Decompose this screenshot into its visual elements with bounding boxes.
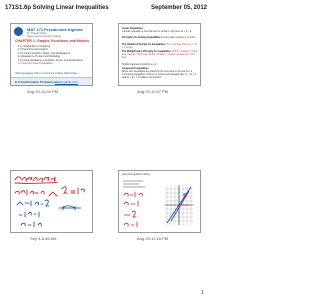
list-item: 1.3 Linear Functions, Slope, and Applications [18,51,70,55]
course-title: MAT 171 Precalculus Algebra [27,27,83,32]
slide-heading: Use your graph to solve. [122,173,151,176]
block-text: Similar statements hold for a ≤ b. [122,63,157,66]
list-item-active: 1.6 Solving Linear Inequalities [18,62,53,66]
page-date: September 05, 2012 [150,5,207,11]
handwriting-image [11,171,93,233]
text-block [122,50,198,59]
text-block [122,27,198,33]
college-name: Cape Fear Community College [27,35,62,38]
block-heading: The Addition Principle for Inequalities: [122,43,166,46]
college-logo-icon [14,27,23,36]
slide-thumbnail-3[interactable] [10,170,93,233]
confirmation-label: E-6 Confirmation Problems in [15,80,58,84]
list-item: 1.1 Introduction to Graphing [18,45,51,48]
block-heading: Compound Inequalities [122,67,149,70]
section-list [18,45,83,65]
text-block [122,36,198,39]
slide-thumbnail-4[interactable] [118,170,201,233]
slide-timestamp: Aug 29-10:16 PM [137,236,169,241]
block-text: If a < b is true, then a + c < b + c is true. [122,43,197,50]
slide-timestamp: Sep 4-8:46 AM [30,236,57,241]
block-text: A linear inequality is one that can be written in the form ax + b < 0. [122,30,192,34]
block-text: a) If a < b and c > 0 are true, then ac < bc is true. b) If a < b and c < 0 are true, then ac > bc is true. [122,50,198,60]
slide-thumbnail-2[interactable] [118,23,201,86]
website-link[interactable]: mathmalinfo.com [55,80,78,84]
confirmation-bar [11,77,92,86]
text-block [122,43,198,49]
text-block [122,67,198,79]
page-number: 1 [201,290,204,296]
text-block [122,63,198,66]
page-header [5,4,207,18]
block-heading: Linear Inequalities [122,27,143,30]
slide-timestamp: Aug 29-10:04 PM [27,89,59,94]
slide-thumbnail-1[interactable] [10,23,93,86]
block-heading: Principles for Solving Inequalities [122,36,161,39]
instructor-name: Dr. Claude Moore [27,32,47,35]
chapter-heading: CHAPTER 1: Graphs, Functions, and Models [15,39,90,43]
slide-timestamp: Aug 29-10:07 PM [137,89,169,94]
list-item: 1.2 Functions and Graphs [18,48,48,52]
block-text: When two inequalities are joined by the word and or the word or, a compound inequality is formed. A compound inequality like -3 < 2x + 5 and 2x + 5 ≤ 7 is called a conjunction. [122,70,197,80]
notes-link[interactable]: Objectives/pages with no content are omitted; follow online [15,72,78,75]
graph-work-image [119,171,201,233]
list-item: 1.5 Linear Equations, Functions, Zeros, and Applications [18,58,83,62]
list-item: 1.4 Equations of Lines and Modeling [18,55,60,59]
page-title: 171S1.6p Solving Linear Inequalities [5,5,109,11]
block-heading: The Multiplication Principle for Inequalities: [122,50,172,53]
block-text: For any real numbers a, b, and c: [161,36,197,39]
